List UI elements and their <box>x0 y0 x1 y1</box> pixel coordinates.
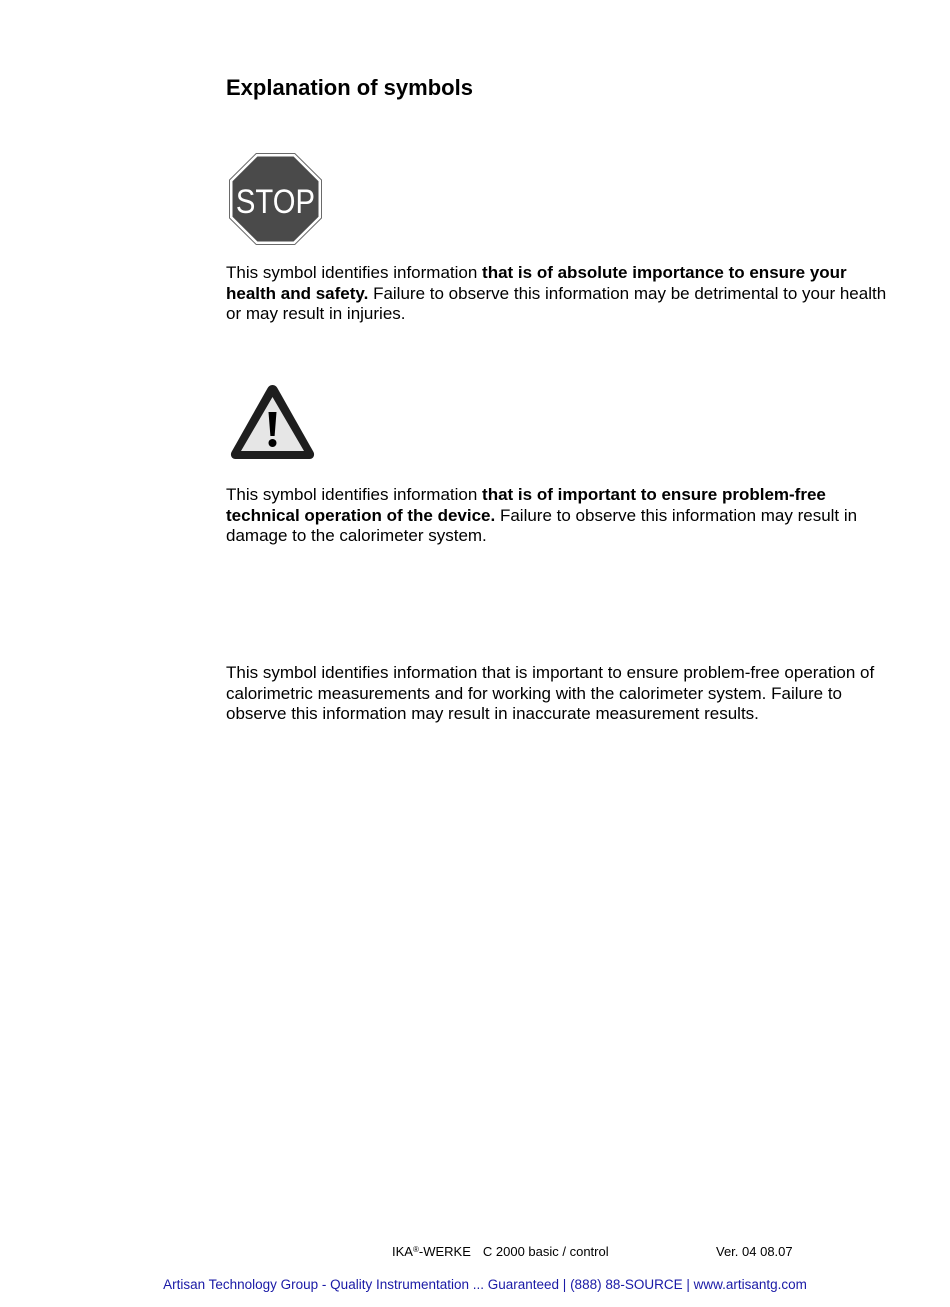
stop-symbol-description: This symbol identifies information that is of absolute importance to ensure your health and safety. Failure to observe this information may be detrimental to your health or may result in injuries. <box>226 263 887 323</box>
stop-sign-label: STOP <box>235 181 315 221</box>
stop-sign-icon <box>229 153 322 245</box>
artisan-footer-banner: Artisan Technology Group - Quality Instrumentation ... Guaranteed | (888) 88-SOURCE | www.artisantg.com <box>163 1277 807 1292</box>
warning-symbol-description: This symbol identifies information that is of important to ensure problem-free technical operation of the device. Failure to observe this information may result in damage to the calorimeter system. <box>226 485 858 545</box>
footer-product-line: IKA®-WERKE C 2000 basic / control <box>392 1244 609 1259</box>
warning-triangle-icon <box>229 382 316 462</box>
info-symbol-description: This symbol identifies information that is important to ensure problem-free operation of calorimetric measurements and for working with the calorimeter system. Failure to observe this information may result in inaccurate measurement results. <box>226 663 875 723</box>
page-title: Explanation of symbols <box>226 75 473 100</box>
footer-version: Ver. 04 08.07 <box>716 1244 793 1259</box>
